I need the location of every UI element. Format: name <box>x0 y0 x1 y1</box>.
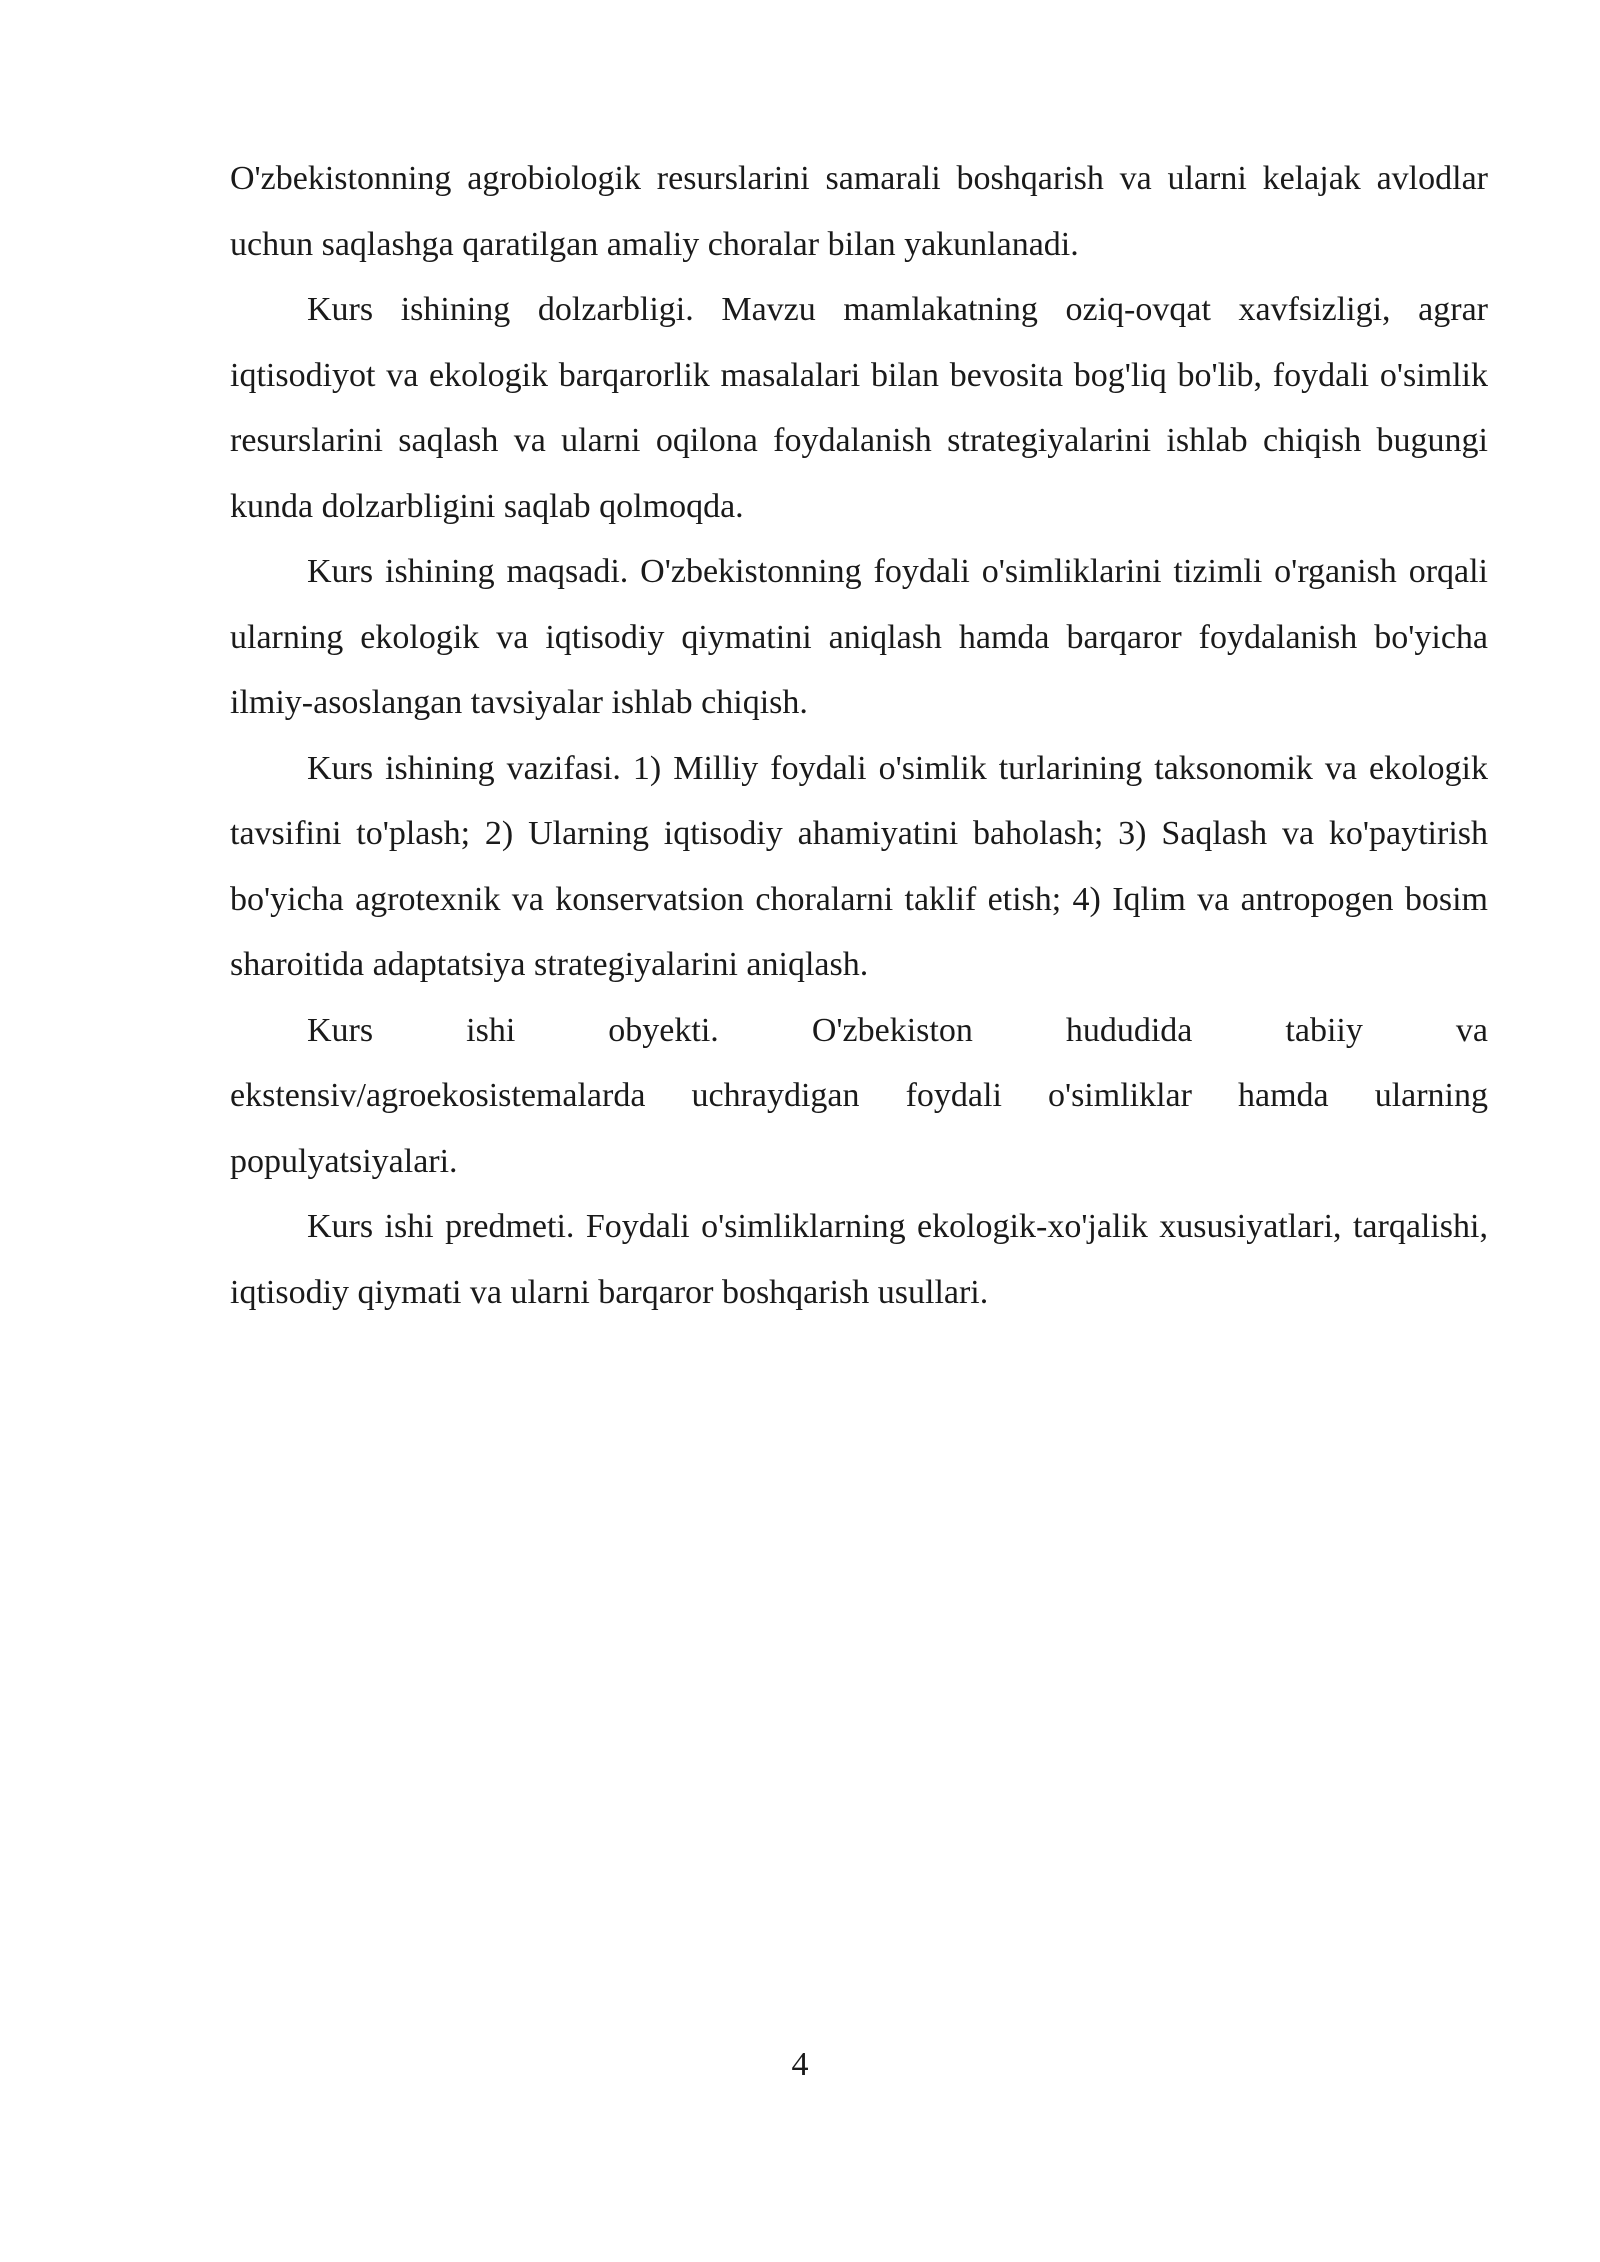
paragraph-object-first-line: Kurs ishi obyekti. O'zbekiston hududida tabiiy va <box>307 1011 1488 1049</box>
paragraph-object-continuation: ekstensiv/agroekosistemalarda uchraydigan foydali o'simliklar hamda ularning populyatsiyalari. <box>230 1077 1488 1180</box>
paragraph-conclusion: O'zbekistonning agrobiologik resurslarini samarali boshqarish va ularni kelajak avlodlar uchun saqlashga qaratilgan amaliy choralar bilan yakunlanadi. <box>230 160 1488 263</box>
paragraph-relevance: Kurs ishining dolzarbligi. Mavzu mamlakatning oziq-ovqat xavfsizligi, agrar iqtisodiyot va ekologik barqarorlik masalalari bilan bevosita bog'liq bo'lib, foydali o'simlik resurslarini saqlash va ularni oqilona foydalanish strategiyalarini ishlab chiqish bugungi kunda dolzarbligini saqlab qolmoqda. <box>230 291 1488 525</box>
paragraph-tasks: Kurs ishining vazifasi. 1) Milliy foydali o'simlik turlarining taksonomik va ekologik tavsifini to'plash; 2) Ularning iqtisodiy ahamiyatini baholash; 3) Saqlash va ko'paytirish bo'yicha agrotexnik va konservatsion choralarni taklif etish; 4) Iqlim va antropogen bosim sharoitida adaptatsiya strategiyalarini aniqlash. <box>230 749 1488 983</box>
paragraph-goal: Kurs ishining maqsadi. O'zbekistonning foydali o'simliklarini tizimli o'rganish orqali ularning ekologik va iqtisodiy qiymatini aniqlash hamda barqaror foydalanish bo'yicha ilmiy-asoslangan tavsiyalar ishlab chiqish. <box>230 553 1488 721</box>
paragraph-subject: Kurs ishi predmeti. Foydali o'simliklarning ekologik-xo'jalik xususiyatlari, tarqalishi, iqtisodiy qiymati va ularni barqaror boshqarish usullari. <box>230 1208 1488 1311</box>
body-text <box>230 146 1488 1325</box>
page-number: 4 <box>791 2046 809 2083</box>
